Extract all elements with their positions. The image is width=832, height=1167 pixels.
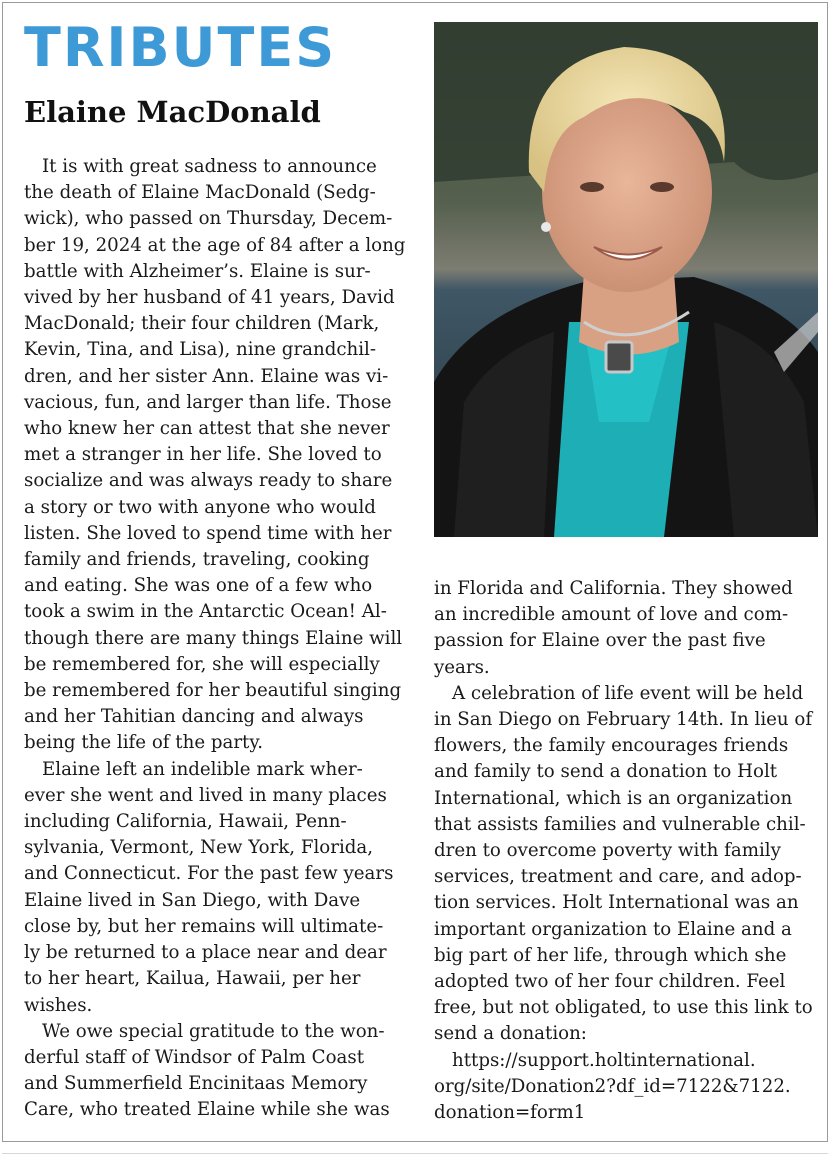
text-line: took a swim in the Antarctic Ocean! Al- (24, 601, 387, 623)
text-line: International, which is an organization (434, 787, 793, 809)
text-line: MacDonald; their four children (Mark, (24, 313, 380, 335)
text-line: family and friends, traveling, cooking (24, 549, 370, 571)
text-line: a story or two with anyone who would (24, 496, 376, 518)
text-line: free, but not obligated, to use this link to (434, 997, 813, 1019)
text-line: to her heart, Kailua, Hawaii, per her (24, 968, 361, 990)
text-line: donation=form1 (434, 1102, 586, 1124)
text-line: and her Tahitian dancing and always (24, 706, 364, 728)
obituary-column-right (434, 576, 818, 1126)
text-line: flowers, the family encourages friends (434, 735, 789, 757)
text-line: and Connecticut. For the past few years (24, 863, 394, 885)
text-line: who knew her can attest that she never (24, 418, 390, 440)
text-line: A celebration of life event will be held (452, 682, 804, 704)
text-line: be remembered for, she will especially (24, 653, 380, 675)
text-line: an incredible amount of love and com- (434, 604, 789, 626)
text-line: in Florida and California. They showed (434, 578, 793, 599)
text-line: listen. She loved to spend time with her (24, 522, 392, 544)
text-line: passion for Elaine over the past five (434, 630, 766, 652)
text-line: org/site/Donation2?df_id=7122&7122. (434, 1075, 791, 1097)
text-line: and family to send a donation to Holt (434, 761, 778, 783)
text-line: Elaine left an indelible mark wher- (42, 758, 363, 780)
footer-rule (2, 1153, 828, 1154)
text-line: that assists families and vulnerable chil- (434, 813, 806, 835)
text-line: be remembered for her beautiful singing (24, 680, 402, 702)
text-line: years. (434, 656, 490, 678)
obituary-column-left (24, 154, 408, 1124)
text-line: though there are many things Elaine will (24, 627, 403, 649)
text-line: ly be returned to a place near and dear (24, 942, 387, 964)
text-line: socialize and was always ready to share (24, 470, 393, 492)
obituary-headline: Elaine MacDonald (24, 95, 321, 129)
text-line: in San Diego on February 14th. In lieu of (434, 709, 813, 731)
text-line: wishes. (24, 994, 93, 1016)
text-line: sylvania, Vermont, New York, Florida, (24, 837, 374, 859)
text-line: tion services. Holt International was an (434, 892, 799, 914)
text-line: Elaine lived in San Diego, with Dave (24, 889, 361, 911)
portrait-photo-icon (434, 22, 818, 537)
text-line: important organization to Elaine and a (434, 918, 792, 940)
text-line: It is with great sadness to announce (42, 156, 377, 177)
text-line: adopted two of her four children. Feel (434, 971, 786, 993)
text-line: Kevin, Tina, and Lisa), nine grandchil- (24, 339, 377, 361)
text-line: and eating. She was one of a few who (24, 575, 373, 597)
text-line: vacious, fun, and larger than life. Those (24, 391, 392, 413)
text-line: battle with Alzheimer’s. Elaine is sur- (24, 260, 371, 282)
text-line: and Summerfield Encinitaas Memory (24, 1073, 368, 1095)
text-line: services, treatment and care, and adop- (434, 866, 802, 888)
text-line: Care, who treated Elaine while she was (24, 1099, 390, 1121)
portrait-photo (434, 22, 818, 537)
text-line: wick), who passed on Thursday, Decem- (24, 208, 393, 230)
section-label: TRIBUTES (24, 16, 337, 79)
text-line: send a donation: (434, 1023, 587, 1045)
text-line: close by, but her remains will ultimate- (24, 915, 384, 937)
text-line: vived by her husband of 41 years, David (24, 287, 395, 309)
text-line: https://support.holtinternational. (452, 1049, 756, 1071)
text-line: We owe special gratitude to the won- (42, 1020, 385, 1042)
text-line: big part of her life, through which she (434, 944, 787, 966)
text-line: met a stranger in her life. She loved to (24, 444, 382, 466)
text-line: derful staff of Windsor of Palm Coast (24, 1046, 365, 1068)
text-line: being the life of the party. (24, 732, 263, 754)
text-line: dren, and her sister Ann. Elaine was vi- (24, 365, 389, 387)
text-line: the death of Elaine MacDonald (Sedg- (24, 182, 376, 204)
text-line: ever she went and lived in many places (24, 784, 387, 806)
text-line: ber 19, 2024 at the age of 84 after a long (24, 234, 406, 256)
text-line: dren to overcome poverty with family (434, 840, 781, 862)
text-line: including California, Hawaii, Penn- (24, 811, 347, 833)
